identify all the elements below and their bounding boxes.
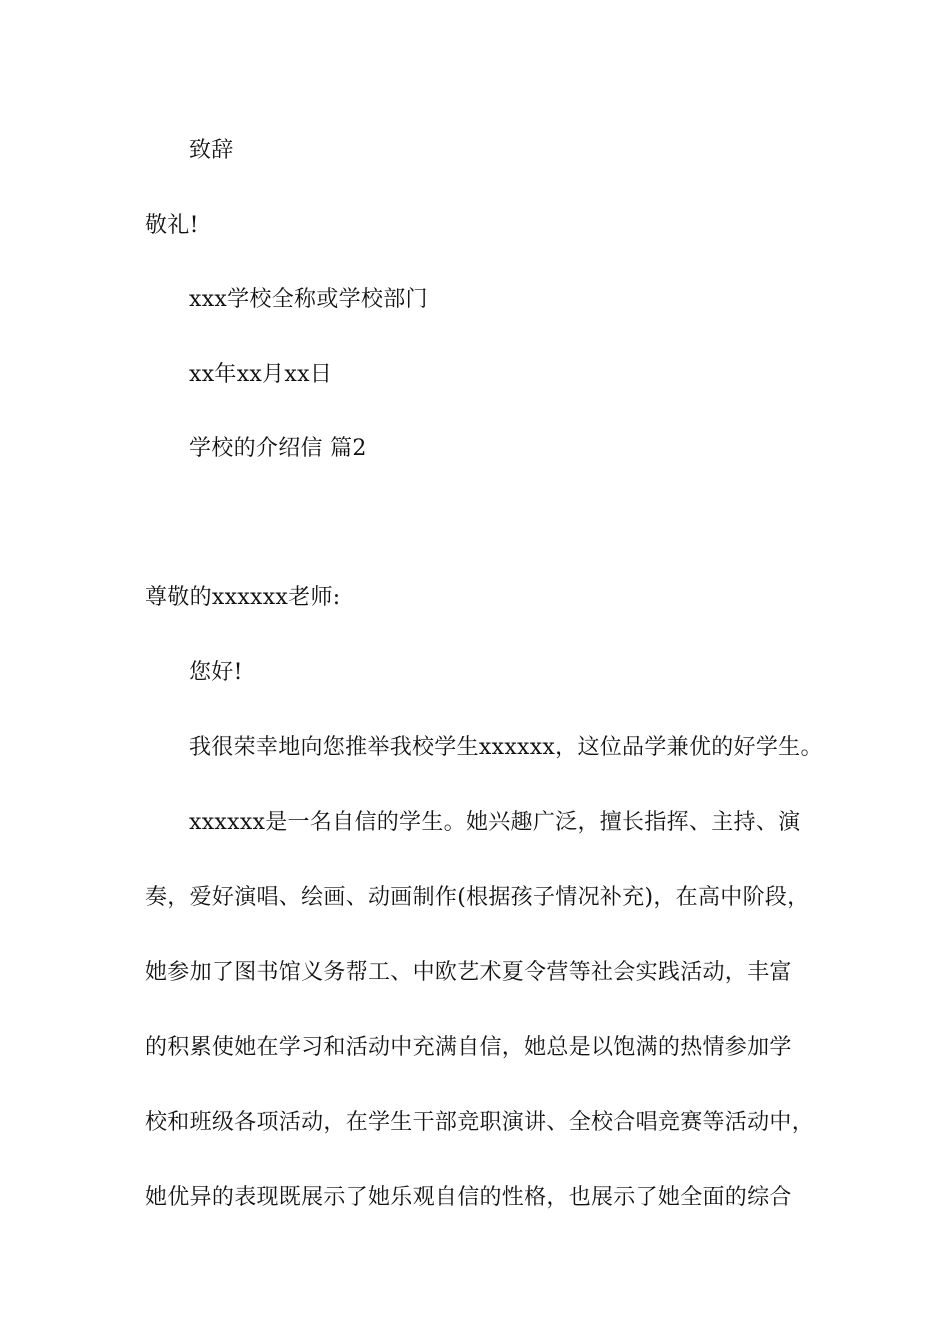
paragraph-2-line: 她参加了图书馆义务帮工、中欧艺术夏令营等社会实践活动，丰富: [145, 960, 792, 985]
paragraph-2-line: xxxxxx是一名自信的学生。她兴趣广泛，擅长指挥、主持、演: [189, 810, 801, 835]
closing-jingli: 敬礼!: [145, 213, 199, 238]
signature-line: xxx学校全称或学校部门: [189, 287, 428, 312]
paragraph-2-line: 校和班级各项活动，在学生干部竞职演讲、全校合唱竞赛等活动中，: [145, 1110, 815, 1135]
salutation: 尊敬的xxxxxx老师:: [145, 585, 341, 610]
closing-zhici: 致辞: [189, 138, 234, 163]
greeting: 您好!: [189, 660, 243, 685]
paragraph-2-line: 的积累使她在学习和活动中充满自信，她总是以饱满的热情参加学: [145, 1035, 792, 1060]
date-line: xx年xx月xx日: [189, 362, 333, 387]
paragraph-2-line: 她优异的表现既展示了她乐观自信的性格，也展示了她全面的综合: [145, 1185, 792, 1210]
section-title: 学校的介绍信 篇2: [189, 436, 367, 461]
paragraph-2-line: 奏，爱好演唱、绘画、动画制作(根据孩子情况补充)，在高中阶段，: [145, 885, 810, 910]
paragraph-1: 我很荣幸地向您推举我校学生xxxxxx，这位品学兼优的好学生。: [189, 735, 823, 760]
